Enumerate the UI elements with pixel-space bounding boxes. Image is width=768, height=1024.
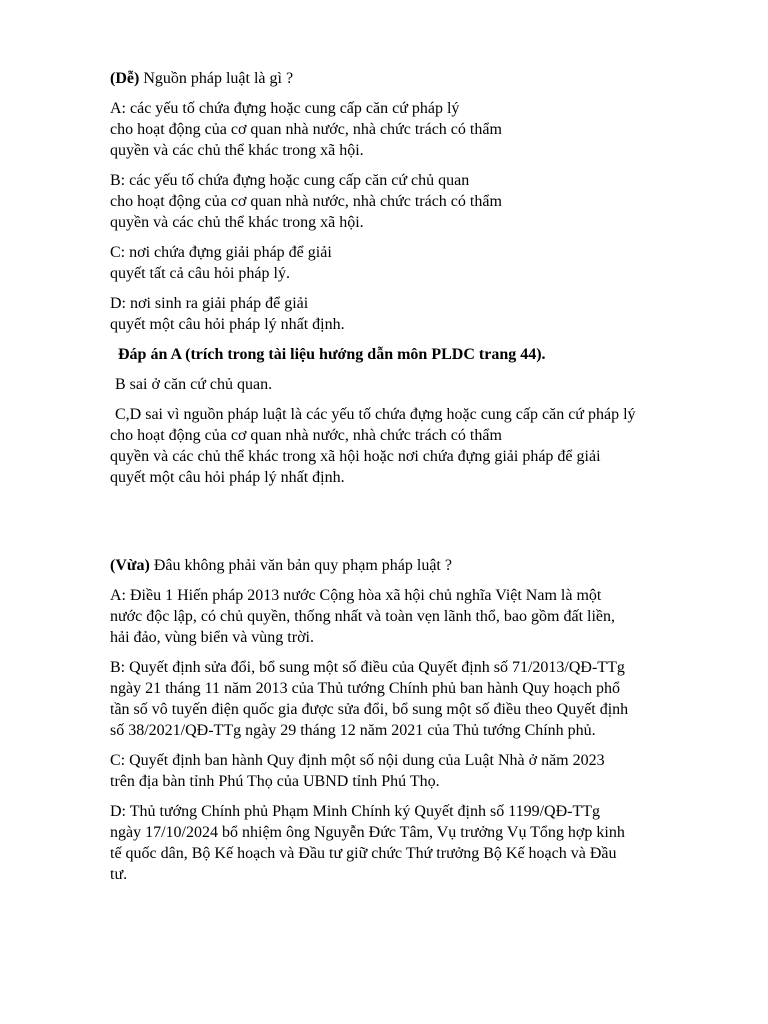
option-b: B: các yếu tố chứa đựng hoặc cung cấp căn cứ chủ quan cho hoạt động của cơ quan nhà nước, nhà chức trách có thẩm quyền và các chủ thể khác trong xã hội. — [110, 172, 502, 231]
option-a: A: các yếu tố chứa đựng hoặc cung cấp căn cứ pháp lý cho hoạt động của cơ quan nhà nước, nhà chức trách có thẩm quyền và các chủ thể khác trong xã hội. — [110, 100, 502, 159]
option-c: C: nơi chứa đựng giải pháp để giải quyết tất cả câu hỏi pháp lý. — [110, 244, 332, 282]
difficulty-tag: (Dễ) — [110, 70, 140, 87]
option-c: C: Quyết định ban hành Quy định một số nội dung của Luật Nhà ở năm 2023 trên địa bàn tỉnh Phú Thọ của UBND tỉnh Phú Thọ. — [110, 752, 605, 790]
question-2 — [110, 555, 710, 576]
document-page — [110, 68, 710, 894]
explanation-cd-first: C,D sai vì nguồn pháp luật là các yếu tố chứa đựng hoặc cung cấp căn cứ pháp lý — [115, 406, 636, 423]
answer-key: Đáp án A (trích trong tài liệu hướng dẫn môn PLDC trang 44). — [118, 346, 546, 363]
explanation-cd-rest: cho hoạt động của cơ quan nhà nước, nhà chức trách có thẩm quyền và các chủ thể khác trong xã hội hoặc nơi chứa đựng giải pháp để giải quyết một câu hỏi pháp lý nhất định. — [110, 427, 601, 486]
option-b: B: Quyết định sửa đổi, bổ sung một số điều của Quyết định số 71/2013/QĐ-TTg ngày 21 tháng 11 năm 2013 của Thủ tướng Chính phủ ban hành Quy hoạch phổ tần số vô tuyến điện quốc gia được sửa đổi, bổ sung một số điều theo Quyết định số 38/2021/QĐ-TTg ngày 29 tháng 12 năm 2021 của Thủ tướng Chính phủ. — [110, 659, 629, 739]
section-spacer — [110, 488, 710, 555]
option-a: A: Điều 1 Hiến pháp 2013 nước Cộng hòa xã hội chủ nghĩa Việt Nam là một nước độc lập, có chủ quyền, thống nhất và toàn vẹn lãnh thổ, bao gồm đất liền, hải đảo, vùng biển và vùng trời. — [110, 587, 616, 646]
difficulty-tag: (Vừa) — [110, 557, 150, 574]
option-d: D: Thủ tướng Chính phủ Phạm Minh Chính ký Quyết định số 1199/QĐ-TTg ngày 17/10/2024 bổ nhiệm ông Nguyễn Đức Tâm, Vụ trưởng Vụ Tổng hợp kinh tế quốc dân, Bộ Kế hoạch và Đầu tư giữ chức Thứ trưởng Bộ Kế hoạch và Đầu tư. — [110, 803, 625, 883]
question-text: Nguồn pháp luật là gì ? — [139, 70, 294, 87]
option-d: D: nơi sinh ra giải pháp để giải quyết một câu hỏi pháp lý nhất định. — [110, 295, 345, 333]
question-text: Đâu không phải văn bản quy phạm pháp luật ? — [149, 557, 452, 574]
question-1 — [110, 68, 710, 89]
explanation-b: B sai ở căn cứ chủ quan. — [115, 376, 273, 393]
